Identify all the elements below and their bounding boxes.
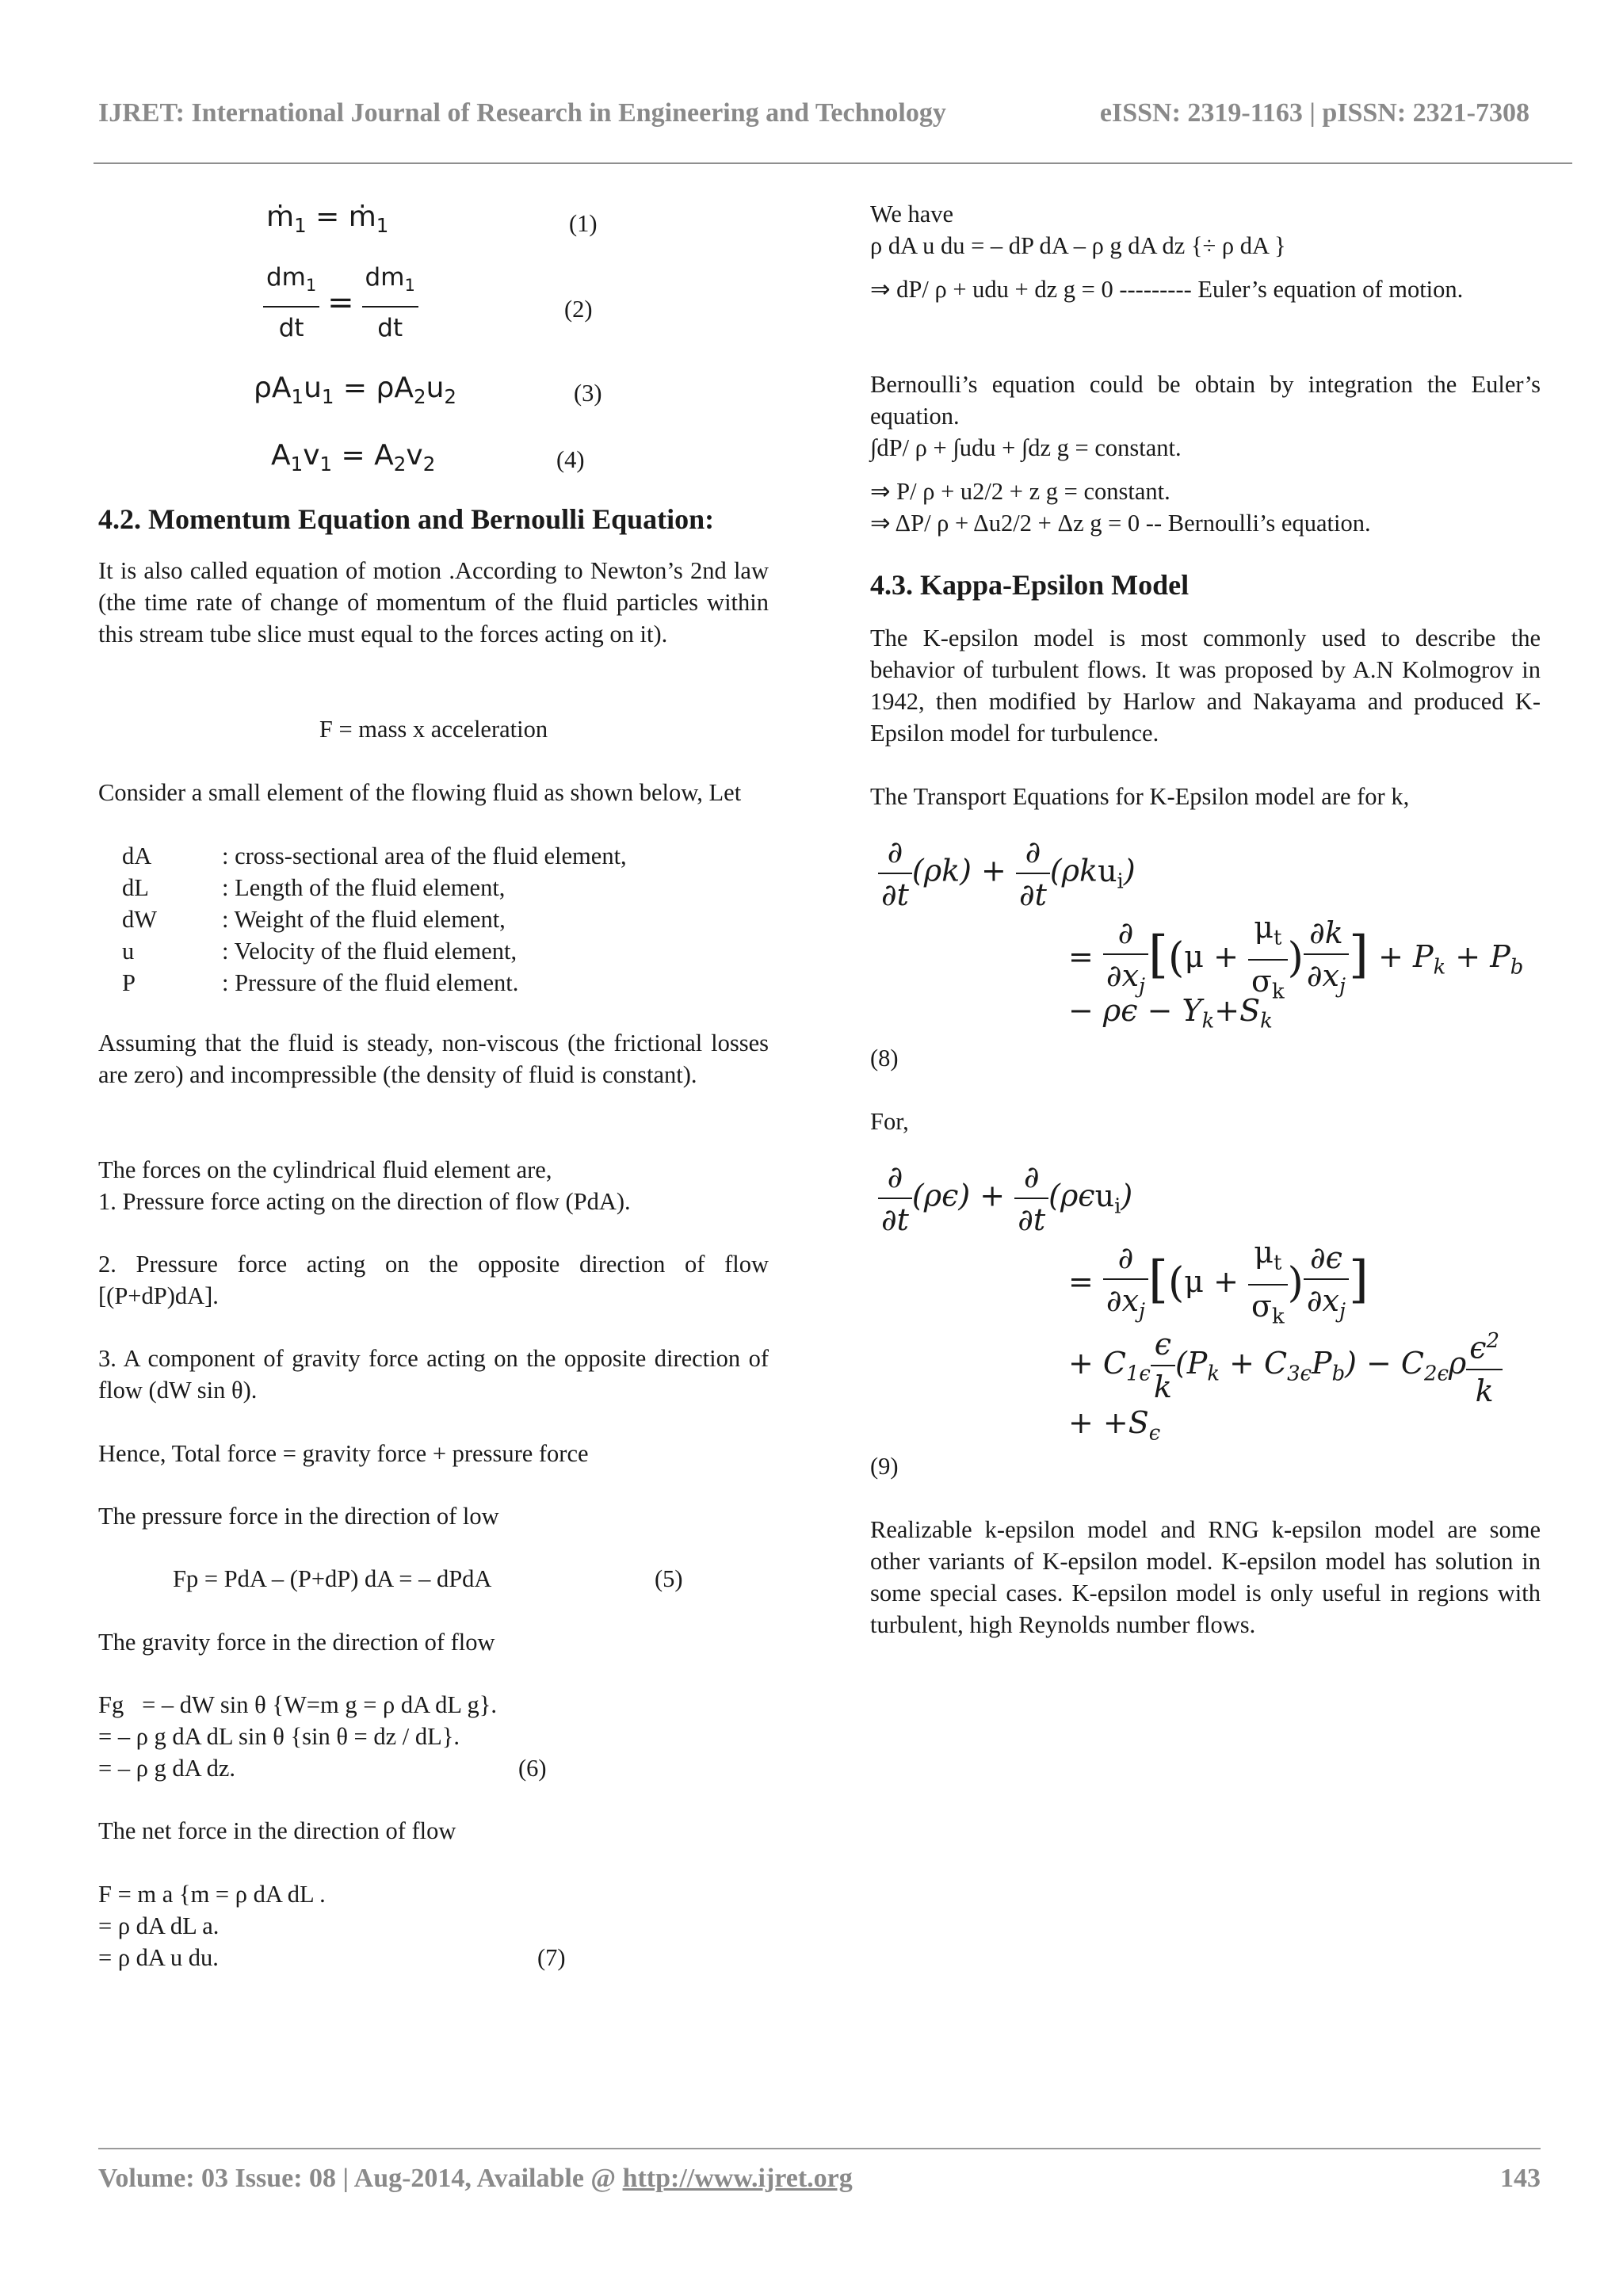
journal-link[interactable]: http://www.ijret.org <box>622 2164 853 2193</box>
force-1: 1. Pressure force acting on the direction of flow (PdA). <box>98 1188 631 1215</box>
equation-9-line-4: + $+S_\epsilon$ <box>1068 1405 1161 1446</box>
left-column: $ṁ_1$ = $ṁ_1$ (1) $\frac{dm_1}{dt}$ = $\frac{dm_1}{dt}$ (2) $\rho A_1u_1 = \rho A_2u_2$ (3) $A_1v_1 = A_2v_2$ (4) 4.2. Momentum Equation and Bernoulli Equation: It is also called equation of motion .According to Newton’s 2nd law (the time rate of change of momentum of the fluid particles within this stream tube slice must equal to the forces acting on it). F = mass x acceleration Consider a small element of the flowing fluid as shown below, Let dA : cross-sectional area of the fluid element, dL : Length of the fluid element, dW : Weight of the fluid element, u : Velocity of the fluid element, P : Pressure of the fluid element. Assuming that the fluid is steady, non-viscous (the frictional losses are zero) and incompressible (the density of fluid is constant). The forces on the cylindrical fluid element are, 1. Pressure force acting on the direction of flow (PdA). 2. Pressure force acting on the opposite direction of flow [(P+dP)dA]. 3. A component of gravity force acting on the opposite direction of flow (dW sin θ). Hence, Total force = gravity force + pressure force The pressure force in the direction of low Fp = PdA – (P+dP) dA = – dPdA (5) The gravity force in the direction of flow Fg = – dW sin θ {W=m g = ρ dA dL g}. = – ρ g dA dL sin θ {sin θ = dz / dL}. = – ρ g dA dz. (6) The net force in the direction of flow F = m a {m = ρ dA dL . = ρ dA dL a. = ρ dA u du. (7) <box>98 0 769 2061</box>
equation-1: $ṁ_1$ = $ṁ_1$ <box>266 201 389 238</box>
bernoulli-line-2: ⇒ ΔP/ ρ + Δu2/2 + Δz g = 0 -- Bernoulli’s equation. <box>870 510 1371 537</box>
transport-intro: The Transport Equations for K-Epsilon model are for k, <box>870 783 1410 810</box>
issn: eISSN: 2319-1163 | pISSN: 2321-7308 <box>1099 98 1529 128</box>
equation-9-line-3: + $C_{1\epsilon}$ $\frac{\epsilon}{k}$ $(P_k + C_{3\epsilon}P_b) - C_{2\epsilon}\rho$ $\frac{\epsilon^2}{k}$ <box>1068 1325 1503 1407</box>
equation-8-line-3: − $\rho\epsilon - Y_k+S_k$ <box>1068 993 1273 1033</box>
eq7-number: (7) <box>537 1944 566 1971</box>
para-variants: Realizable k-epsilon model and RNG k-epsilon model are some other variants of K-epsilon model. K-epsilon model has solution in some special cases. K-epsilon model is only useful in regions with turbulent, high Reynolds number flows. <box>870 1516 1541 1638</box>
equation-5: Fp = PdA – (P+dP) dA = – dPdA <box>173 1565 492 1592</box>
bernoulli-line-1: ⇒ P/ ρ + u2/2 + z g = constant. <box>870 478 1170 505</box>
net-line-2: = ρ dA dL a. <box>98 1912 220 1939</box>
equation-4: $A_1v_1 = A_2v_2$ <box>271 439 436 476</box>
right-column <box>870 0 1541 2061</box>
equation-2: $\frac{dm_1}{dt}$ = $\frac{dm_1}{dt}$ <box>263 262 418 344</box>
eq1-number: (1) <box>569 210 598 237</box>
for-label: For, <box>870 1108 909 1135</box>
total-force: Hence, Total force = gravity force + pressure force <box>98 1440 589 1467</box>
equation-8-line-1: $\frac{\partial}{\partial t}$ (ρk) + $\frac{\partial}{\partial t}$ (ρku$_i$) <box>878 836 1136 911</box>
equation-8-line-2: = $\frac{\partial}{\partial x_j}$ [(μ + $\frac{\mu_t}{\sigma_k}$ ) $\frac{\partial k}{\partial x_j}$ ] + $P_k + P_b$ <box>1068 910 1524 1004</box>
eq3-number: (3) <box>574 380 602 407</box>
eq4-number: (4) <box>556 446 585 473</box>
para-assuming: Assuming that the fluid is steady, non-viscous (the frictional losses are zero) and incompressible (the density of fluid is constant). <box>98 1030 769 1088</box>
eq8-number: (8) <box>870 1045 899 1072</box>
integral-equation: ∫dP/ ρ + ∫udu + ∫dz g = constant. <box>870 434 1182 461</box>
we-have-equation: ρ dA u du = – dP dA – ρ g dA dz {÷ ρ dA } <box>870 232 1286 259</box>
net-line-1: F = m a {m = ρ dA dL . <box>98 1881 326 1908</box>
force-3: 3. A component of gravity force acting on the opposite direction of flow (dW sin θ). <box>98 1345 769 1404</box>
force-2: 2. Pressure force acting on the opposite direction of flow [(P+dP)dA]. <box>98 1251 769 1309</box>
equation-3: $\rho A_1u_1 = \rho A_2u_2$ <box>254 372 456 409</box>
fg-line-3: = – ρ g dA dz. <box>98 1755 236 1782</box>
eq5-number: (5) <box>655 1565 683 1592</box>
bernoulli-intro: Bernoulli’s equation could be obtain by integration the Euler’s equation. <box>870 371 1541 430</box>
eq6-number: (6) <box>518 1755 547 1782</box>
equation-9-line-2: = $\frac{\partial}{\partial x_j}$ [(μ + $\frac{\mu_t}{\sigma_k}$ ) $\frac{\partial\epsilon}{\partial x_j}$ ] <box>1068 1235 1369 1329</box>
footer-volume: Volume: 03 Issue: 08 | Aug-2014, Available @ http://www.ijret.org <box>98 2164 853 2193</box>
fg-line-1: Fg = – dW sin θ {W=m g = ρ dA dL g}. <box>98 1691 497 1718</box>
journal-title: IJRET: International Journal of Research in Engineering and Technology <box>98 98 946 128</box>
net-line-3: = ρ dA u du. <box>98 1944 219 1971</box>
para-equation-of-motion: It is also called equation of motion .According to Newton’s 2nd law (the time rate of change of momentum of the fluid particles within this stream tube slice must equal to the forces acting on it). <box>98 557 769 648</box>
net-force-intro: The net force in the direction of flow <box>98 1817 456 1844</box>
section-4-2-heading: 4.2. Momentum Equation and Bernoulli Equation: <box>98 503 715 535</box>
equation-9-line-1: $\frac{\partial}{\partial t}$ (ρϵ) + $\frac{\partial}{\partial t}$ (ρϵu$_i$) <box>878 1161 1132 1236</box>
section-4-3-heading: 4.3. Kappa-Epsilon Model <box>870 569 1190 601</box>
eq9-number: (9) <box>870 1453 899 1480</box>
euler-equation: ⇒ dP/ ρ + udu + dz g = 0 --------- Euler’s equation of motion. <box>870 276 1464 303</box>
eq2-number: (2) <box>564 296 593 323</box>
gravity-intro: The gravity force in the direction of flow <box>98 1629 495 1656</box>
page-number: 143 <box>1500 2164 1541 2193</box>
we-have: We have <box>870 201 954 227</box>
pressure-force-intro: The pressure force in the direction of low <box>98 1503 499 1530</box>
para-consider: Consider a small element of the flowing fluid as shown below, Let <box>98 779 742 806</box>
forces-intro: The forces on the cylindrical fluid element are, <box>98 1156 552 1183</box>
f-mass-acceleration: F = mass x acceleration <box>319 716 548 743</box>
para-k-epsilon: The K-epsilon model is most commonly used to describe the behavior of turbulent flows. It was proposed by A.N Kolmogrov in 1942, then modified by Harlow and Nakayama and produced K-Epsilon model for turbulence. <box>870 625 1541 747</box>
footer-rule <box>98 2148 1541 2149</box>
fg-line-2: = – ρ g dA dL sin θ {sin θ = dz / dL}. <box>98 1723 460 1750</box>
